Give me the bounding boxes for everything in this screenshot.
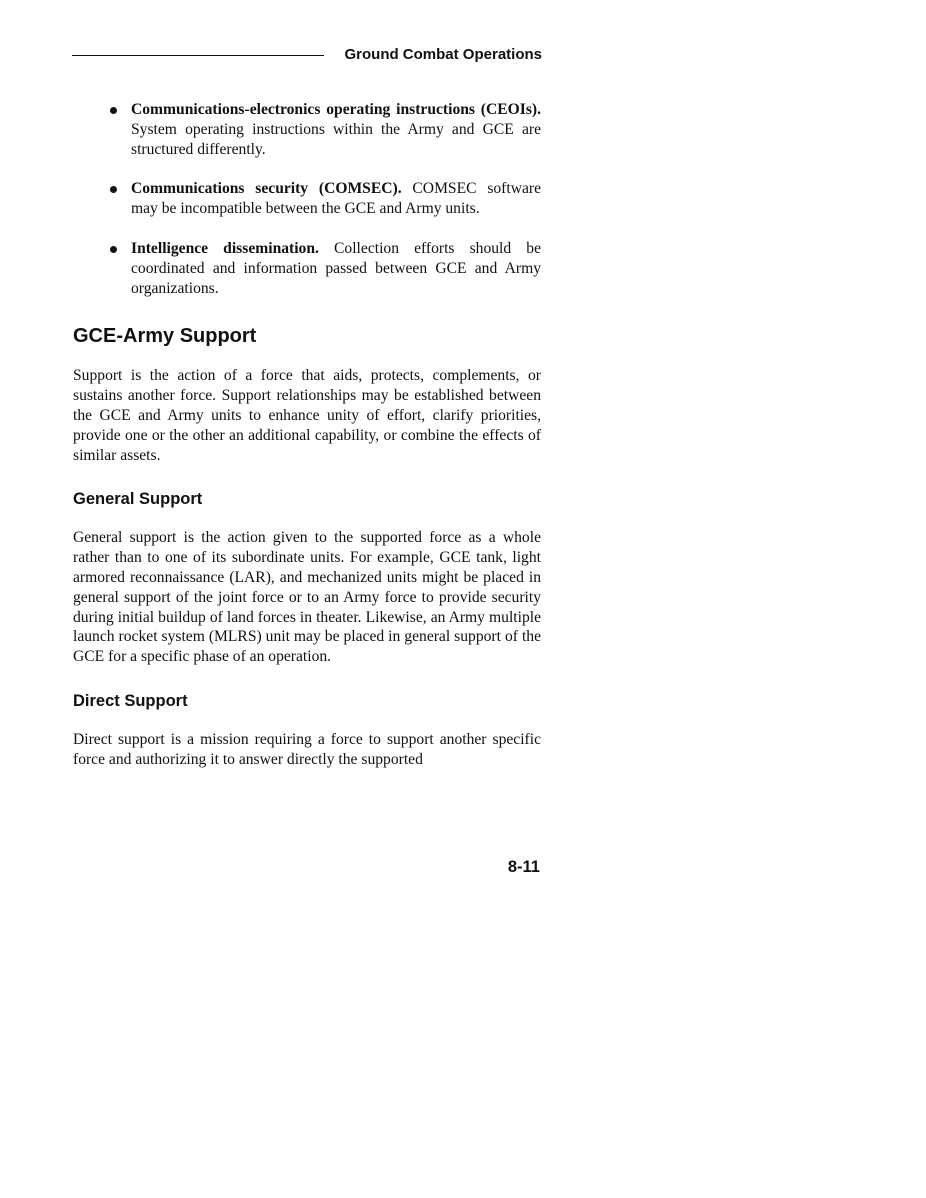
bullet-dot-icon: [110, 107, 117, 114]
section-paragraph: Support is the action of a force that aids, protects, complements, or sustains another force. Support relationships may be established between the GCE and Army units to enhance unity of effort, clarify priorities, provide one or the other an additional capability, or combine the effects of similar assets.: [73, 367, 541, 464]
bullet-lead: Communications-electronics operating instructions (CEOIs).: [131, 101, 541, 118]
text-column: [73, 100, 541, 770]
running-head: [72, 44, 544, 68]
bullet-text: COMSEC software may be incompatible between the GCE and Army units.: [131, 180, 542, 218]
bullet-item-ceoi: [73, 100, 541, 159]
chapter-title: Ground Combat Operations: [344, 46, 542, 63]
section-heading: GCE-Army Support: [73, 325, 257, 348]
bullet-lead: Intelligence dissemination.: [131, 239, 335, 257]
bullet-text: Collection efforts should be coordinated and information passed between GCE and Army organizations.: [131, 239, 541, 297]
bullet-item-comsec: [73, 179, 541, 219]
direct-support-heading: Direct Support: [73, 691, 188, 710]
bullet-text: System operating instructions within the Army and GCE are structured differently.: [131, 120, 541, 158]
direct-support-paragraph: Direct support is a mission requiring a force to support another specific force and authorizing it to answer directly the supported: [73, 730, 541, 768]
bullet-lead: Communications security (COMSEC).: [131, 180, 413, 198]
bullet-list: [73, 100, 541, 298]
bullet-dot-icon: [110, 246, 117, 253]
bullet-dot-icon: [110, 186, 117, 193]
header-rule: [72, 55, 324, 56]
general-support-heading: General Support: [73, 490, 203, 509]
bullet-item-intelligence: [73, 239, 541, 298]
general-support-paragraph: General support is the action given to the supported force as a whole rather than to one of its subordinate units. For example, GCE tank, light armored reconnaissance (LAR), and mechanized units might be placed in general support of the joint force or to an Army force to provide security during initial buildup of land forces in theater. Likewise, an Army multiple launch rocket system (MLRS) unit may be placed in general support of the GCE for a specific phase of an operation.: [73, 529, 541, 666]
page-number: 8-11: [507, 858, 540, 876]
